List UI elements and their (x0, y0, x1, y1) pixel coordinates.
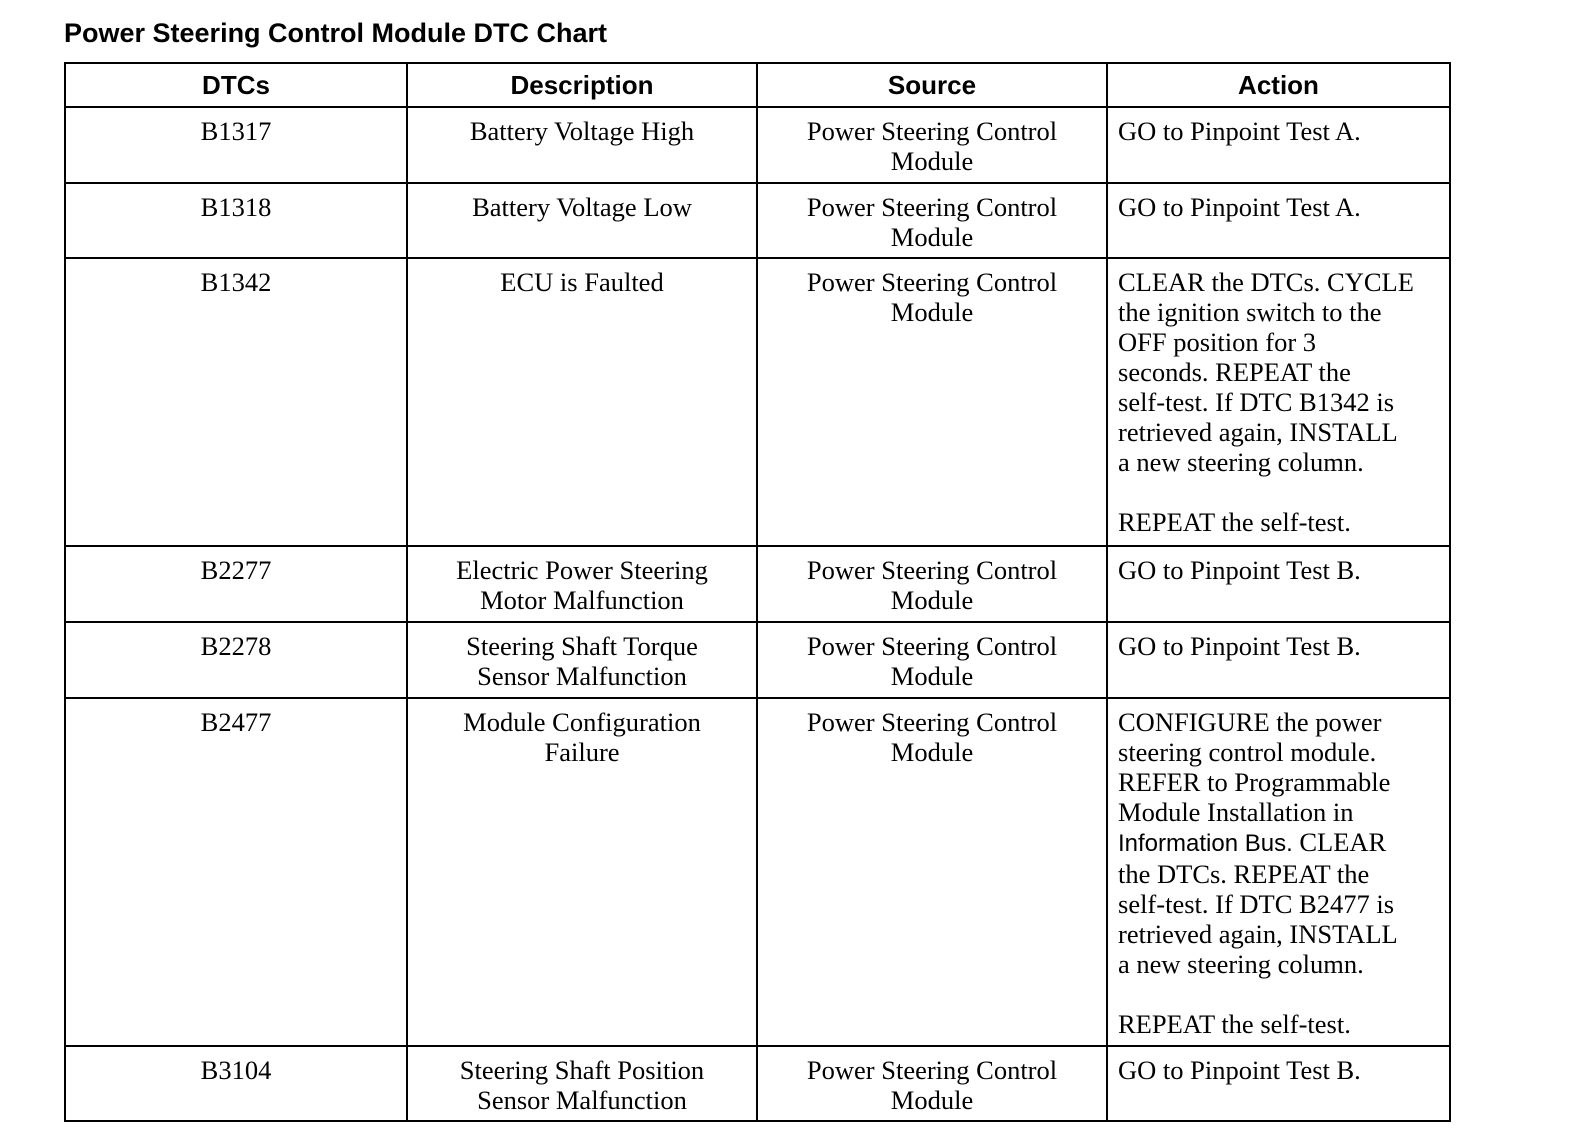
table-row (65, 1046, 1450, 1121)
dtc-action: GO to Pinpoint Test B. (1107, 622, 1450, 698)
table-row (65, 622, 1450, 698)
information-bus-reference: Information Bus. (1118, 830, 1293, 857)
dtc-description: Steering Shaft Torque Sensor Malfunction (407, 622, 757, 698)
dtc-source: Power Steering Control Module (757, 183, 1107, 258)
page-title: Power Steering Control Module DTC Chart (64, 18, 608, 48)
dtc-action: GO to Pinpoint Test A. (1107, 107, 1450, 183)
dtc-description: Battery Voltage High (407, 107, 757, 183)
dtc-action: GO to Pinpoint Test A. (1107, 183, 1450, 258)
dtc-description: Battery Voltage Low (407, 183, 757, 258)
table-row (65, 107, 1450, 183)
dtc-description: Electric Power Steering Motor Malfunction (407, 546, 757, 622)
dtc-source: Power Steering Control Module (757, 622, 1107, 698)
dtc-source: Power Steering Control Module (757, 107, 1107, 183)
dtc-code: B1318 (65, 183, 407, 258)
table-row (65, 183, 1450, 258)
dtc-source: Power Steering Control Module (757, 1046, 1107, 1121)
dtc-source: Power Steering Control Module (757, 698, 1107, 1046)
header-source: Source (757, 63, 1107, 107)
table-row (65, 698, 1450, 1046)
header-action: Action (1107, 63, 1450, 107)
dtc-code: B1317 (65, 107, 407, 183)
dtc-table (64, 62, 1451, 1122)
dtc-description: Module Configuration Failure (407, 698, 757, 1046)
dtc-action-text: CLEAR the DTCs. REPEAT the self-test. If DTC B2477 is retrieved again, INSTALL a new steering column. REPEAT the self-test. (1118, 827, 1398, 1039)
dtc-action: GO to Pinpoint Test B. (1107, 546, 1450, 622)
table-row (65, 258, 1450, 546)
dtc-action (1107, 698, 1450, 1046)
dtc-code: B2277 (65, 546, 407, 622)
dtc-code: B1342 (65, 258, 407, 546)
dtc-code: B2477 (65, 698, 407, 1046)
header-description: Description (407, 63, 757, 107)
dtc-description: Steering Shaft Position Sensor Malfunction (407, 1046, 757, 1121)
dtc-source: Power Steering Control Module (757, 546, 1107, 622)
dtc-code: B2278 (65, 622, 407, 698)
header-dtcs: DTCs (65, 63, 407, 107)
dtc-source: Power Steering Control Module (757, 258, 1107, 546)
dtc-action: GO to Pinpoint Test B. (1107, 1046, 1450, 1121)
dtc-description: ECU is Faulted (407, 258, 757, 546)
dtc-action: CLEAR the DTCs. CYCLE the ignition switch to the OFF position for 3 seconds. REPEAT the self-test. If DTC B1342 is retrieved again, INSTALL a new steering column. REPEAT the self-test. (1107, 258, 1450, 546)
table-header-row (65, 63, 1450, 107)
dtc-action-text: CONFIGURE the power steering control module. REFER to Programmable Module Installation in (1118, 707, 1391, 827)
table-row (65, 546, 1450, 622)
dtc-code: B3104 (65, 1046, 407, 1121)
